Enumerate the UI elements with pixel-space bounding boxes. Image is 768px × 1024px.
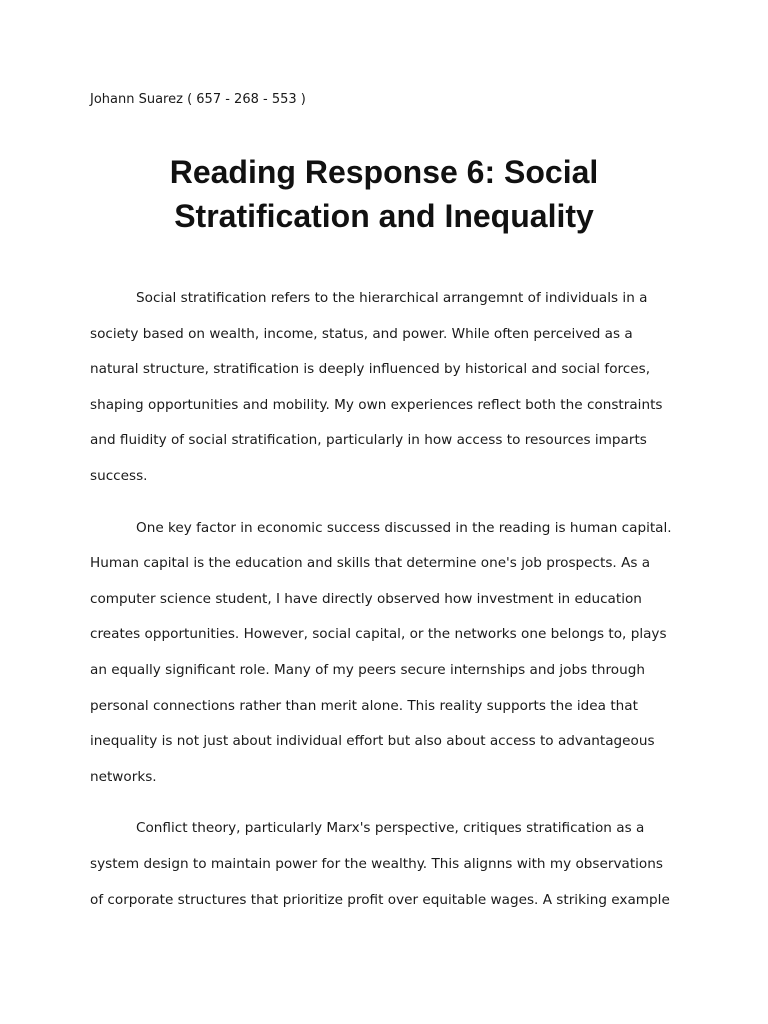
paragraph-1: Social stratification refers to the hierarchical arrangemnt of individuals in a society based on wealth, income, status, and power. While often perceived as a natural structure, stratification is deeply influenced by historical and social forces, shaping opportunities and mobility. My own experiences reflect both the constraints and fluidity of social stratification, particularly in how access to resources imparts success.: [90, 290, 663, 484]
paragraph-3: Conflict theory, particularly Marx's perspective, critiques stratification as a system design to maintain power for the wealthy. This alignns with my observations of corporate structures that prioritize profit over equitable wages. A striking example: [90, 820, 670, 908]
title-line-1: Reading Response 6: Social: [169, 154, 599, 190]
title-line-2: Stratification and Inequality: [174, 198, 594, 234]
page-title: [60, 150, 708, 238]
body-text: [90, 281, 680, 934]
paragraph-2: One key factor in economic success discussed in the reading is human capital. Human capital is the education and skills that determine one's job prospects. As a computer science student, I have directly observed how investment in education creates opportunities. However, social capital, or the networks one belongs to, plays an equally significant role. Many of my peers secure internships and jobs through personal connections rather than merit alone. This reality supports the idea that inequality is not just about individual effort but also about access to advantageous networks.: [90, 519, 672, 785]
author-line: Johann Suarez ( 657 - 268 - 553 ): [90, 92, 306, 107]
